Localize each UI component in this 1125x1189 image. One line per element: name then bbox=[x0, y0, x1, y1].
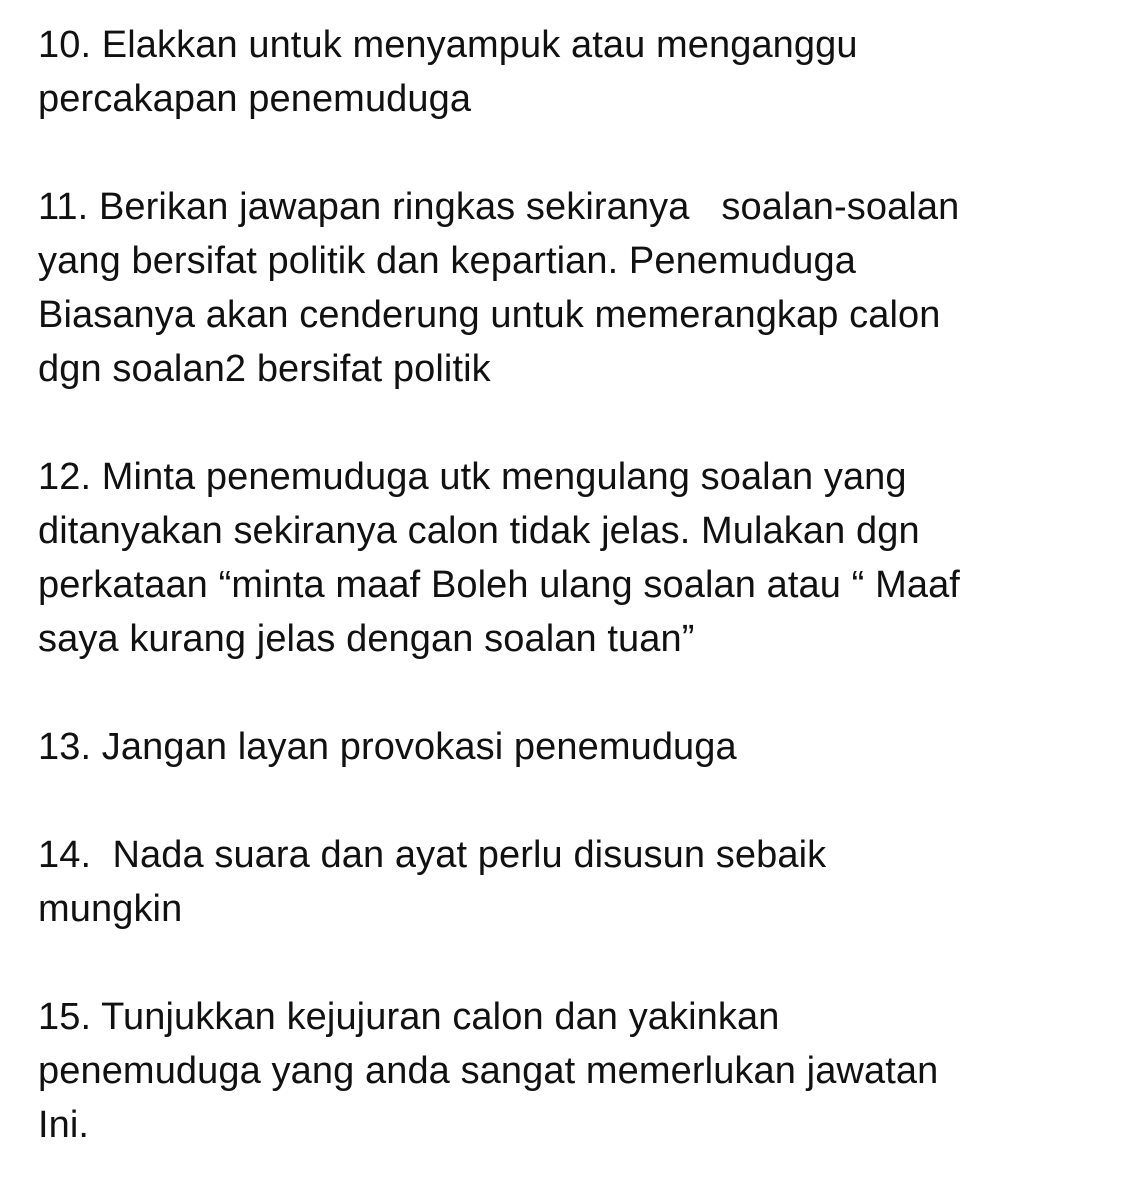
item-14-line-2: mungkin bbox=[38, 888, 183, 930]
item-12-line-2: ditanyakan sekiranya calon tidak jelas. Mulakan dgn bbox=[38, 510, 920, 552]
item-14-line-1: 14. Nada suara dan ayat perlu disusun sebaik bbox=[38, 834, 827, 876]
item-15-line-2: penemuduga yang anda sangat memerlukan jawatan bbox=[38, 1050, 939, 1092]
item-12-line-3: perkataan “minta maaf Boleh ulang soalan atau “ Maaf bbox=[38, 564, 960, 606]
item-11-line-1: 11. Berikan jawapan ringkas sekiranya soalan-soalan bbox=[38, 186, 960, 228]
item-10-line-1: 10. Elakkan untuk menyampuk atau menganggu bbox=[38, 24, 858, 66]
item-10-line-2: percakapan penemuduga bbox=[38, 78, 472, 120]
item-11-line-2: yang bersifat politik dan kepartian. Penemuduga bbox=[38, 240, 857, 282]
item-12-line-1: 12. Minta penemuduga utk mengulang soalan yang bbox=[38, 456, 907, 498]
item-15-line-1: 15. Tunjukkan kejujuran calon dan yakinkan bbox=[38, 996, 780, 1038]
item-11-line-3: Biasanya akan cenderung untuk memerangkap calon bbox=[38, 294, 941, 336]
item-13-line-1: 13. Jangan layan provokasi penemuduga bbox=[38, 726, 737, 768]
item-12-line-4: saya kurang jelas dengan soalan tuan” bbox=[38, 618, 695, 660]
item-15-line-3: Ini. bbox=[38, 1104, 90, 1146]
item-11-line-4: dgn soalan2 bersifat politik bbox=[38, 348, 491, 390]
